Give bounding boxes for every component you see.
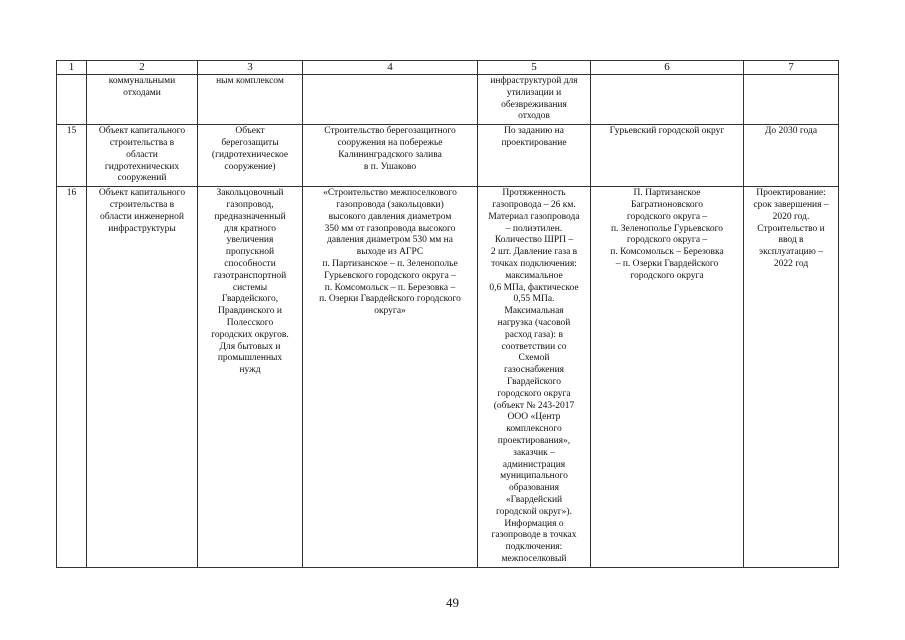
row-number-cell (57, 75, 87, 125)
table-row-15 (57, 125, 839, 187)
object-characteristics-cell: По заданию на проектирование (478, 125, 591, 187)
object-name-cell: Строительство берегозащитного сооружения на побережье Калининградского залива в п. Ушаково (303, 125, 478, 187)
column-number-5: 5 (478, 61, 591, 75)
object-purpose-cell: Объект берегозащиты (гидротехническое сооружение) (198, 125, 303, 187)
table-row-16 (57, 187, 839, 568)
document-table (56, 60, 839, 568)
column-number-1: 1 (57, 61, 87, 75)
object-deadline-cell: До 2030 года (744, 125, 839, 187)
column-number-6: 6 (591, 61, 744, 75)
object-purpose-cell: ным комплексом (198, 75, 303, 125)
object-purpose-cell: Закольцовочный газопровод, предназначенный для кратного увеличения пропускной способности газотранспортной системы Гвардейского, Правдинского и Полесского городских округов. Для бытовых и промышленных нужд (198, 187, 303, 568)
column-number-7: 7 (744, 61, 839, 75)
object-deadline-cell (744, 75, 839, 125)
object-type-cell: Объект капитального строительства в области инженерной инфраструктуры (87, 187, 198, 568)
object-name-cell: «Строительство межпоселкового газопровода (закольцовки) высокого давления диаметром 350 мм от газопровода высокого давления диаметром 530 мм на выходе из АГРС п. Партизанское – п. Зеленополье Гурьевского городского округа – п. Комсомольск – п. Березовка – п. Озерки Гвардейского городского округа» (303, 187, 478, 568)
object-location-cell: П. Партизанское Багратионовского городского округа – п. Зеленополье Гурьевского городского округа – п. Комсомольск – Березовка – п. Озерки Гвардейского городского округа (591, 187, 744, 568)
object-type-cell: Объект капитального строительства в области гидротехнических сооружений (87, 125, 198, 187)
object-location-cell (591, 75, 744, 125)
object-characteristics-cell: инфраструктурой для утилизации и обезвреживания отходов (478, 75, 591, 125)
object-type-cell: коммунальными отходами (87, 75, 198, 125)
column-number-4: 4 (303, 61, 478, 75)
page-number: 49 (446, 595, 459, 610)
row-number-cell: 16 (57, 187, 87, 568)
row-number-cell: 15 (57, 125, 87, 187)
object-characteristics-cell: Протяженность газопровода – 26 км. Материал газопровода – полиэтилен. Количество ШРП – 2 шт. Давление газа в точках подключения: максимальное 0,6 МПа, фактическое 0,55 МПа. Максимальная нагрузка (часовой расход газа): в соответствии со Схемой газоснабжения Гвардейского городского округа (объект № 243-2017 ООО «Центр комплексного проектирования», заказчик – администрация муниципального образования «Гвардейский городской округ»). Информация о газопроводе в точках подключения: межпоселковый (478, 187, 591, 568)
column-number-2: 2 (87, 61, 198, 75)
object-deadline-cell: Проектирование: срок завершения – 2020 год. Строительство и ввод в эксплуатацию – 2022 год (744, 187, 839, 568)
header-row (57, 61, 839, 75)
table-row-continuation (57, 75, 839, 125)
object-name-cell (303, 75, 478, 125)
object-location-cell: Гурьевский городской округ (591, 125, 744, 187)
column-number-3: 3 (198, 61, 303, 75)
